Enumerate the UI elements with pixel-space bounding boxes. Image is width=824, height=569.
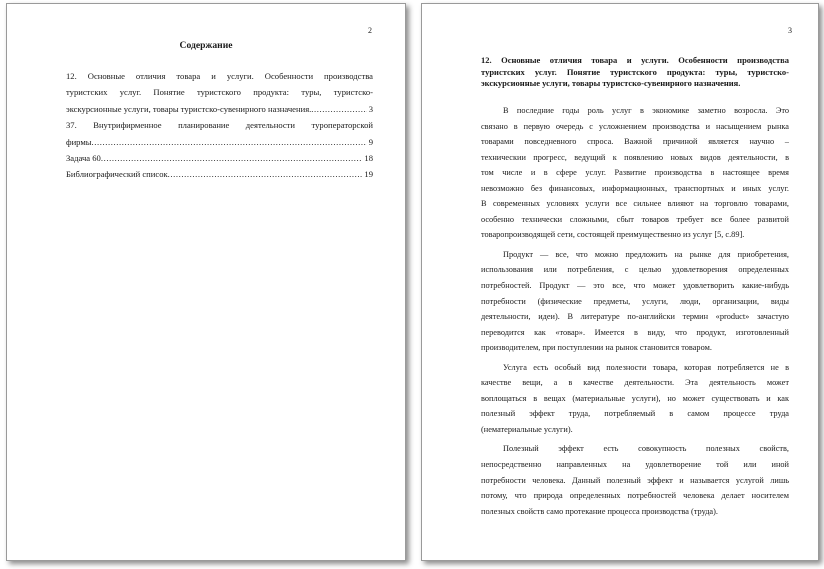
toc-item-4-text: Библиографический список bbox=[66, 169, 168, 180]
heading-line: 12. Основные отличия товара и услуги. Особенности производства bbox=[481, 55, 789, 65]
heading-line: экскурсионные услуги, товары туристско-сувенирного назначения. bbox=[481, 78, 741, 88]
text-line: товарами повседневного спроса. Важной причиной является научно – bbox=[481, 137, 789, 147]
paragraph-3 bbox=[481, 360, 789, 438]
toc-item-3 bbox=[66, 150, 373, 166]
toc-item-2-line-2 bbox=[66, 134, 373, 150]
text-line: непосредственно направленных на удовлетворение той или иной bbox=[481, 460, 789, 470]
text-line: том числе и в сфере услуг. Развитие производства в настоящее время bbox=[481, 168, 789, 178]
toc-item-2-line-1: 37. Внутрифирменное планирование деятельности туроператорской bbox=[66, 120, 373, 131]
text-line: Продукт — все, что можно предложить на рынке для приобретения, bbox=[503, 249, 789, 259]
text-line: потребности (физические предметы, услуги, люди, организации, виды bbox=[481, 296, 789, 306]
page-number: 3 bbox=[788, 26, 792, 35]
text-line: техническии прогресс, ведущий к появлению новых видов деятельности, в bbox=[481, 152, 789, 162]
page-3 bbox=[421, 3, 819, 561]
toc-item-1-text-end: экскурсионные услуги, товары туристско-сувенирного назначения. bbox=[66, 103, 312, 114]
text-line: полезный эффект труда, потребляемый в самом процессе труда bbox=[481, 409, 789, 419]
paragraph-1 bbox=[481, 103, 789, 243]
toc-title: Содержание bbox=[179, 40, 233, 51]
toc-leader-dots bbox=[92, 134, 367, 150]
text-line: производителем, при поступлении на рынок становится товаром. bbox=[481, 343, 712, 353]
toc-item-3-text: Задача 60 bbox=[66, 152, 101, 163]
text-line: В современных условиях услуги все сильнее влияют на торговлю товарами, bbox=[481, 199, 789, 209]
toc-item-2 bbox=[66, 117, 373, 150]
table-of-contents bbox=[66, 68, 373, 183]
toc-item-4-page: 19 bbox=[364, 169, 373, 180]
toc-item-4 bbox=[66, 166, 373, 182]
toc-item-1-line-2: туристских услуг. Понятие туристского продукта: туры, туристско- bbox=[66, 87, 373, 98]
text-line: (нематериальные услуги). bbox=[481, 424, 573, 434]
text-line: качестве вещи, а в качестве деятельности. Эта деятельность может bbox=[481, 378, 789, 388]
text-line: потребности человека. Данный полезный эффект и называется услугой лишь bbox=[481, 475, 789, 485]
body-text bbox=[481, 103, 789, 519]
text-line: товаропроизводящей сети, состоящей преимущественно из услуг [5, с.89]. bbox=[481, 230, 745, 240]
text-line: потому, что природа определенных потребностей человека делает носителем bbox=[481, 491, 789, 501]
page-2 bbox=[6, 3, 406, 561]
text-line: потребностей. Продукт — это все, что может удовлетворить какие-нибудь bbox=[481, 281, 789, 291]
toc-item-2-text-end: фирмы bbox=[66, 136, 92, 147]
toc-item-1-line-3 bbox=[66, 101, 373, 117]
toc-leader-dots bbox=[101, 150, 363, 166]
text-line: воплощаться в вещах (материальные услуги), но может существовать и как bbox=[481, 393, 789, 403]
toc-item-1-line-1: 12. Основные отличия товара и услуги. Особенности производства bbox=[66, 71, 373, 81]
text-line: особенно технически сложными, сбыт товаров требует все более развитой bbox=[481, 214, 789, 224]
text-line: невозможно без финансовых, информационных, транспортных и иных услуг. bbox=[481, 183, 789, 193]
toc-item-2-page: 9 bbox=[368, 136, 373, 147]
toc-leader-dots bbox=[311, 101, 366, 117]
toc-item-1 bbox=[66, 68, 373, 117]
text-line: связано в первую очередь с усложнением производства и насыщением рынка bbox=[481, 121, 789, 131]
toc-item-3-page: 18 bbox=[364, 152, 373, 163]
toc-leader-dots bbox=[168, 166, 363, 182]
text-line: деятельности, идеи). В литературе по-английски термин «product» зачастую bbox=[481, 312, 789, 322]
text-line: Полезный эффект есть совокупность полезных свойств, bbox=[503, 444, 789, 454]
toc-item-1-page: 3 bbox=[368, 103, 373, 114]
heading-line: туристских услуг. Понятие туристского продукта: туры, туристско- bbox=[481, 66, 789, 77]
page-number: 2 bbox=[368, 26, 372, 35]
paragraph-4 bbox=[481, 441, 789, 519]
text-line: использования или потребления, с целью удовлетворения определенных bbox=[481, 265, 789, 275]
section-heading bbox=[481, 55, 789, 90]
text-line: В последние годы роль услуг в экономике заметно возросла. Это bbox=[503, 106, 789, 115]
text-line: Услуга есть особый вид полезности товара, которая потребляется не в bbox=[503, 362, 789, 372]
text-line: полезных свойств само протекание процесса производства (труда). bbox=[481, 506, 718, 516]
text-line: переводится как «товар». Имеется в виду, что продукт, изготовленный bbox=[481, 327, 789, 337]
paragraph-2 bbox=[481, 247, 789, 356]
